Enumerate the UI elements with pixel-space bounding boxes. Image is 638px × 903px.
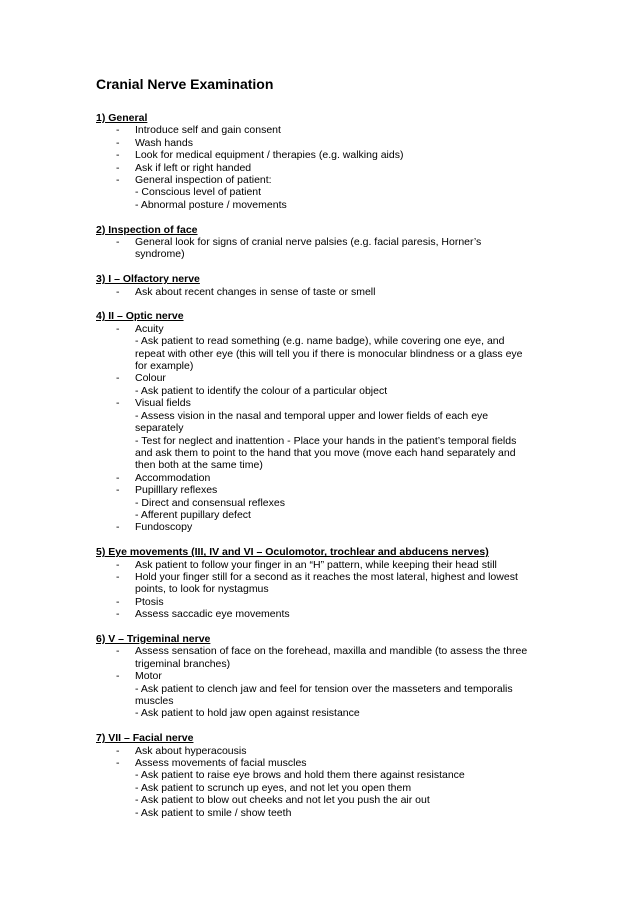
bullet-dash: - xyxy=(116,397,120,410)
bullet-dash: - xyxy=(116,558,120,571)
bullet-dash: - xyxy=(116,471,120,484)
list-item-line: separately xyxy=(135,422,184,435)
section-heading: 2) Inspection of face xyxy=(96,223,198,236)
list-item-line: repeat with other eye (this will tell you if there is monocular blindness or a glass eye xyxy=(135,347,523,360)
bullet-list xyxy=(96,645,546,719)
bullet-dash: - xyxy=(116,161,120,174)
list-item-line: - Conscious level of patient xyxy=(135,186,262,199)
list-item-line: muscles xyxy=(135,695,174,708)
list-item-line: Accommodation xyxy=(135,471,211,484)
section xyxy=(96,546,546,620)
bullet-dash: - xyxy=(116,744,120,757)
list-item-line: - Test for neglect and inattention - Place your hands in the patient’s temporal fields xyxy=(135,434,517,447)
list-item-line: Wash hands xyxy=(135,136,193,149)
list-item-line: Ptosis xyxy=(135,595,164,608)
list-item-line: Ask about hyperacousis xyxy=(135,744,247,757)
list-item-line: - Assess vision in the nasal and temporal upper and lower fields of each eye xyxy=(135,409,489,422)
list-item xyxy=(96,397,546,471)
list-item xyxy=(96,645,546,670)
section xyxy=(96,732,546,819)
list-item-line: Assess movements of facial muscles xyxy=(135,757,307,770)
list-item-line: Look for medical equipment / therapies (e.g. walking aids) xyxy=(135,149,404,162)
bullet-dash: - xyxy=(116,645,120,658)
list-item-line: Motor xyxy=(135,670,162,683)
list-item-line: Ask patient to follow your finger in an “H” pattern, while keeping their head still xyxy=(135,558,497,571)
list-item xyxy=(96,149,546,161)
list-item-line: Assess sensation of face on the forehead, maxilla and mandible (to assess the three xyxy=(135,645,528,658)
list-item xyxy=(96,596,546,608)
bullet-dash: - xyxy=(116,521,120,534)
section-heading: 1) General xyxy=(96,112,148,124)
list-item-line: Ask about recent changes in sense of taste or smell xyxy=(135,285,376,298)
bullet-dash: - xyxy=(116,174,120,187)
list-item-line: Assess saccadic eye movements xyxy=(135,608,290,621)
section xyxy=(96,273,546,298)
bullet-dash: - xyxy=(116,670,120,683)
bullet-list xyxy=(96,745,546,819)
section xyxy=(96,224,546,261)
list-item xyxy=(96,286,546,298)
list-item-line: - Ask patient to identify the colour of a particular object xyxy=(135,384,388,397)
bullet-dash: - xyxy=(116,322,120,335)
list-item-line: syndrome) xyxy=(135,248,185,261)
list-item xyxy=(96,124,546,136)
bullet-dash: - xyxy=(116,757,120,770)
list-item-line: - Ask patient to raise eye brows and hold them there against resistance xyxy=(135,769,465,782)
list-item-line: points, to look for nystagmus xyxy=(135,583,269,596)
document-page xyxy=(96,76,546,831)
list-item-line: - Ask patient to scrunch up eyes, and not let you open them xyxy=(135,781,412,794)
list-item-line: - Ask patient to smile / show teeth xyxy=(135,806,292,819)
list-item xyxy=(96,323,546,373)
list-item-line: Acuity xyxy=(135,322,164,335)
list-item-line: trigeminal branches) xyxy=(135,657,231,670)
bullet-dash: - xyxy=(116,236,120,249)
list-item-line: Fundoscopy xyxy=(135,521,193,534)
bullet-list xyxy=(96,124,546,211)
list-item-line: General look for signs of cranial nerve palsies (e.g. facial paresis, Horner’s xyxy=(135,236,482,249)
list-item-line: Ask if left or right handed xyxy=(135,161,252,174)
bullet-list xyxy=(96,236,546,261)
section xyxy=(96,633,546,720)
bullet-dash: - xyxy=(116,608,120,621)
list-item-line: Colour xyxy=(135,372,166,385)
section-heading: 7) VII – Facial nerve xyxy=(96,732,194,745)
list-item xyxy=(96,372,546,397)
bullet-dash: - xyxy=(116,372,120,385)
section-heading: 4) II – Optic nerve xyxy=(96,310,184,323)
section xyxy=(96,310,546,533)
list-item xyxy=(96,608,546,620)
list-item-line: - Ask patient to blow out cheeks and not let you push the air out xyxy=(135,794,430,807)
list-item-line: Introduce self and gain consent xyxy=(135,124,281,137)
list-item-line: Hold your finger still for a second as it reaches the most lateral, highest and lowest xyxy=(135,570,518,583)
list-item xyxy=(96,571,546,596)
bullet-dash: - xyxy=(116,484,120,497)
bullet-list xyxy=(96,559,546,621)
list-item-line: General inspection of patient: xyxy=(135,174,272,187)
list-item-line: Pupilllary reflexes xyxy=(135,484,218,497)
list-item xyxy=(96,137,546,149)
bullet-dash: - xyxy=(116,136,120,149)
list-item-line: then both at the same time) xyxy=(135,459,263,472)
sections-container xyxy=(96,112,546,819)
bullet-dash: - xyxy=(116,595,120,608)
section-heading: 5) Eye movements (III, IV and VI – Oculomotor, trochlear and abducens nerves) xyxy=(96,546,489,559)
bullet-list xyxy=(96,323,546,534)
list-item xyxy=(96,174,546,211)
list-item xyxy=(96,670,546,720)
list-item xyxy=(96,745,546,757)
section-heading: 6) V – Trigeminal nerve xyxy=(96,632,211,645)
list-item xyxy=(96,757,546,819)
list-item xyxy=(96,472,546,484)
list-item-line: - Afferent pupillary defect xyxy=(135,508,251,521)
list-item-line: and ask them to point to the hand that you move (move each hand separately and xyxy=(135,446,516,459)
document-title: Cranial Nerve Examination xyxy=(96,76,274,92)
list-item xyxy=(96,236,546,261)
list-item xyxy=(96,162,546,174)
bullet-dash: - xyxy=(116,149,120,162)
section xyxy=(96,112,546,211)
section-heading: 3) I – Olfactory nerve xyxy=(96,273,200,286)
list-item-line: - Ask patient to read something (e.g. name badge), while covering one eye, and xyxy=(135,335,505,348)
bullet-dash: - xyxy=(116,124,120,137)
list-item-line: - Direct and consensual reflexes xyxy=(135,496,285,509)
bullet-dash: - xyxy=(116,570,120,583)
list-item xyxy=(96,521,546,533)
list-item-line: for example) xyxy=(135,360,194,373)
list-item-line: - Ask patient to hold jaw open against resistance xyxy=(135,707,360,720)
list-item xyxy=(96,559,546,571)
bullet-dash: - xyxy=(116,285,120,298)
list-item-line: - Abnormal posture / movements xyxy=(135,198,287,211)
list-item-line: - Ask patient to clench jaw and feel for tension over the masseters and temporalis xyxy=(135,682,513,695)
list-item xyxy=(96,484,546,521)
bullet-list xyxy=(96,286,546,298)
list-item-line: Visual fields xyxy=(135,397,191,410)
